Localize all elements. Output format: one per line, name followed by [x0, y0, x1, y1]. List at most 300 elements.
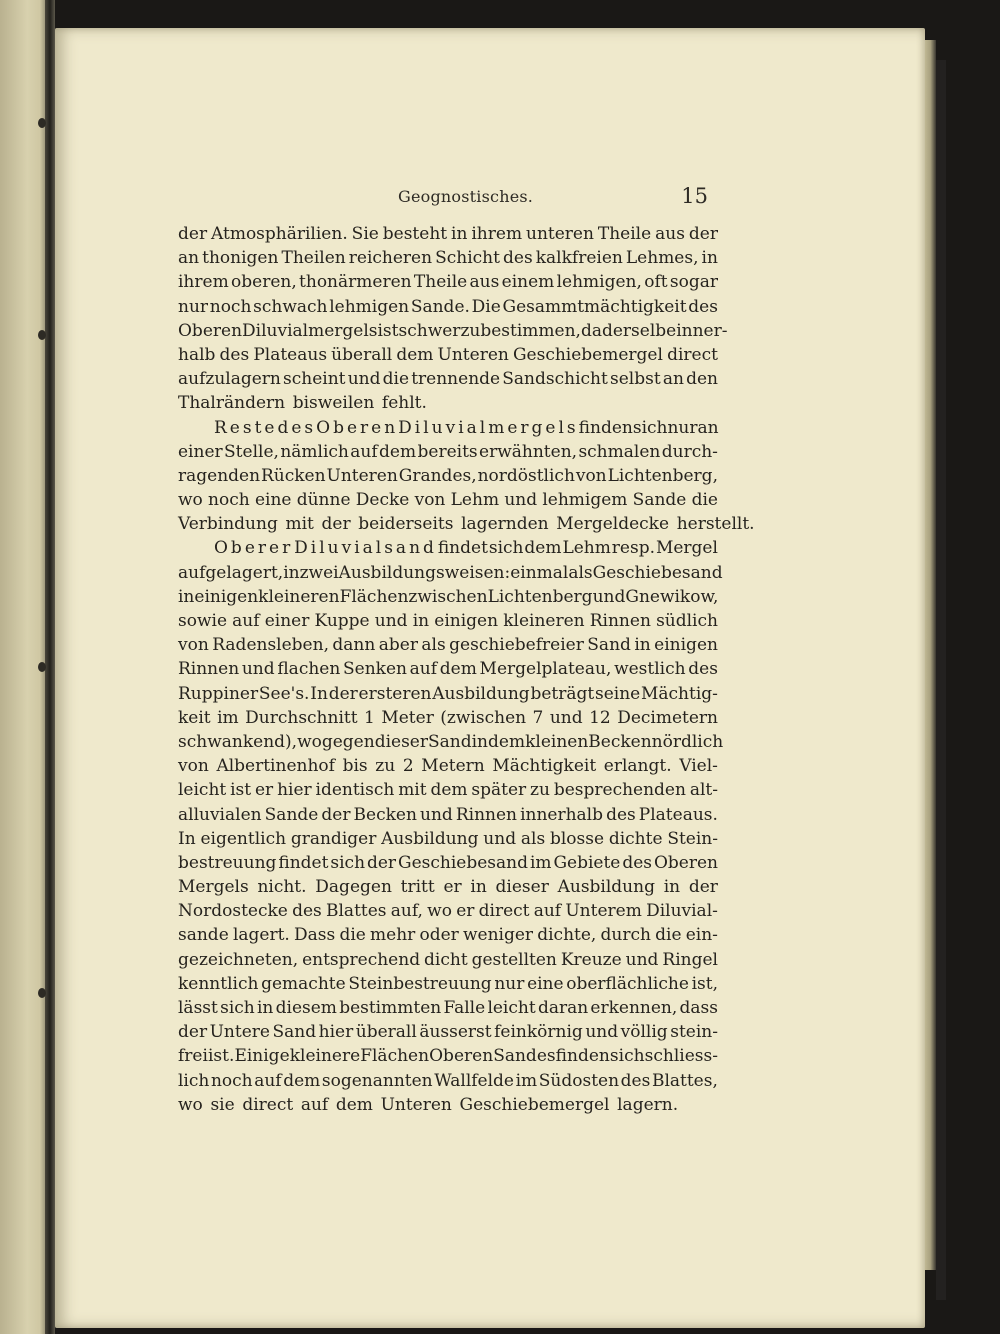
- text-line: [178, 657, 718, 681]
- word: Flächen: [339, 586, 409, 607]
- word: an: [697, 417, 719, 438]
- word: herstellt.: [676, 514, 755, 535]
- word: der: [178, 224, 208, 244]
- word: ersteren: [358, 683, 432, 704]
- word: auf: [533, 901, 562, 922]
- running-head: Geognostisches.: [398, 187, 534, 206]
- word: nur: [178, 296, 209, 317]
- word: besprechenden: [553, 780, 686, 801]
- word: oberflächliche: [566, 973, 689, 994]
- word: dem: [283, 1070, 321, 1091]
- word: auf: [350, 441, 378, 462]
- text-line: [178, 416, 718, 440]
- text-line: [178, 391, 718, 415]
- word: dem: [335, 1094, 373, 1115]
- word: einer: [264, 611, 310, 631]
- word: grandiger: [290, 828, 377, 849]
- word: lehmigen: [329, 296, 410, 317]
- word: erkennen,: [590, 998, 678, 1018]
- word: eine: [254, 490, 292, 511]
- word: durch-: [661, 441, 718, 462]
- word: reicheren: [348, 248, 433, 269]
- word: einigen: [434, 611, 499, 631]
- word: in: [412, 611, 430, 631]
- word: direct: [478, 901, 530, 922]
- text-line: [178, 464, 718, 488]
- word: zu: [460, 320, 481, 341]
- word: noch: [210, 1070, 253, 1091]
- word: Südosten: [538, 1070, 620, 1091]
- word: lehmigem: [542, 490, 628, 511]
- page-number: 15: [681, 184, 708, 208]
- word: der: [178, 1022, 208, 1043]
- word: leicht: [487, 998, 536, 1018]
- text-line: [178, 899, 718, 923]
- word: eigentlich: [200, 828, 287, 849]
- word: Durchschnitt: [245, 707, 358, 728]
- text-line: [178, 367, 718, 391]
- word: ist: [377, 320, 399, 341]
- word: im: [529, 852, 552, 873]
- word: See's.: [258, 683, 310, 704]
- word: Oberen: [316, 417, 399, 438]
- word: später: [471, 780, 527, 801]
- word: in: [257, 998, 274, 1018]
- word: wo: [178, 490, 203, 511]
- word: Sande: [632, 490, 687, 511]
- binding-thread-mark: [38, 662, 46, 672]
- word: die: [691, 490, 718, 511]
- text-line: [178, 512, 755, 536]
- text-line: [178, 730, 724, 754]
- word: von: [178, 756, 209, 777]
- word: weniger: [462, 925, 534, 946]
- word: mehr: [370, 925, 416, 946]
- word: dem: [379, 441, 417, 462]
- word: findet: [437, 538, 488, 559]
- word: Wallfelde: [434, 1070, 514, 1091]
- text-line: [178, 440, 718, 464]
- word: innerhalb: [520, 804, 603, 825]
- word: einer: [178, 441, 223, 462]
- word: Unteren: [326, 465, 398, 486]
- word: Lehmes,: [625, 248, 699, 269]
- word: des: [606, 804, 636, 825]
- word: er: [443, 877, 462, 898]
- word: westlich: [614, 659, 686, 680]
- word: eine: [527, 973, 564, 994]
- text-line: [178, 585, 718, 609]
- word: alluvialen: [178, 804, 262, 825]
- word: direct: [242, 1094, 294, 1115]
- word: sich: [632, 417, 668, 438]
- word: zwei: [299, 562, 339, 583]
- word: dichte,: [537, 925, 597, 946]
- word: ist.: [207, 1046, 235, 1067]
- word: aufgelagert,: [178, 562, 284, 583]
- word: der: [328, 683, 358, 704]
- word: der: [688, 877, 718, 898]
- text-line: [178, 343, 718, 367]
- word: nicht.: [257, 877, 307, 898]
- word: einmal: [510, 562, 569, 583]
- text-line: [178, 803, 718, 827]
- page-header: [178, 184, 714, 214]
- word: einem: [501, 272, 555, 293]
- text-line: [178, 246, 718, 270]
- word: überall: [331, 344, 393, 365]
- word: Sand: [587, 635, 631, 656]
- word: geschiebefreier: [449, 635, 584, 656]
- word: gemachte: [261, 973, 346, 994]
- word: alt-: [689, 780, 718, 801]
- word: Plateaus.: [638, 804, 718, 825]
- word: den: [686, 369, 718, 390]
- word: äusserst: [419, 1022, 492, 1043]
- word: der: [321, 804, 351, 825]
- word: sogenannten: [321, 1070, 433, 1091]
- word: wo: [178, 1094, 203, 1115]
- word: frei: [178, 1046, 208, 1067]
- word: Nordostecke: [178, 901, 288, 922]
- word: Falle: [443, 998, 486, 1018]
- word: identisch: [315, 780, 395, 801]
- word: sich: [609, 1046, 645, 1067]
- word: scheint: [283, 369, 346, 390]
- text-line: [178, 778, 718, 802]
- word: sie: [210, 1094, 235, 1115]
- word: und: [625, 949, 659, 970]
- word: in: [471, 731, 488, 752]
- word: des: [688, 659, 718, 680]
- word: hier: [277, 780, 312, 801]
- word: bestimmten: [339, 998, 442, 1018]
- word: halb: [178, 344, 216, 365]
- word: findet: [278, 852, 329, 873]
- word: ist: [230, 780, 252, 801]
- word: 1: [364, 707, 375, 728]
- word: dieser: [374, 731, 428, 752]
- word: nördlich: [651, 731, 724, 752]
- word: Plateaus: [253, 344, 328, 365]
- word: des: [292, 901, 322, 922]
- word: sich: [220, 998, 255, 1018]
- word: 2: [402, 756, 414, 777]
- binding-thread-mark: [38, 330, 46, 340]
- word: Einige: [234, 1046, 290, 1067]
- word: resp.: [611, 538, 655, 559]
- word: zu: [375, 756, 396, 777]
- text-line: [178, 754, 718, 778]
- word: des: [688, 296, 718, 317]
- word: bisweilen: [292, 393, 375, 414]
- word: feinkörnig: [494, 1022, 583, 1043]
- word: lässt: [178, 998, 218, 1018]
- word: besteht: [382, 224, 448, 244]
- word: sowie: [178, 611, 228, 631]
- word: hier: [318, 1022, 354, 1043]
- word: völlig: [620, 1022, 668, 1043]
- word: als: [568, 562, 593, 583]
- text-line: [178, 1020, 718, 1044]
- text-line: [178, 295, 718, 319]
- word: ist,: [691, 973, 718, 994]
- word: Atmosphärilien.: [211, 224, 348, 244]
- word: schwer: [398, 320, 461, 341]
- word: in: [470, 877, 487, 898]
- word: schmalen: [578, 441, 661, 462]
- word: Mergels: [178, 877, 249, 898]
- word: bestreuung: [178, 852, 277, 873]
- word: Kreuze: [560, 949, 622, 970]
- word: dem: [396, 344, 434, 365]
- word: Blattes,: [651, 1070, 718, 1091]
- word: Blattes: [326, 901, 387, 922]
- word: Rinnen: [178, 659, 240, 680]
- word: kleinen: [525, 731, 589, 752]
- word: daran: [537, 998, 589, 1018]
- text-line: [178, 1044, 718, 1068]
- text-line: [178, 319, 728, 343]
- word: 12: [589, 707, 611, 728]
- word: im: [217, 707, 239, 728]
- word: keit: [178, 707, 211, 728]
- word: an: [178, 248, 200, 269]
- word: leicht: [178, 780, 227, 801]
- word: Unterem: [565, 901, 642, 922]
- word: Ringel: [662, 949, 718, 970]
- word: Dagegen: [315, 877, 392, 898]
- word: dem: [488, 731, 526, 752]
- word: Mergeldecke: [556, 514, 670, 535]
- word: In: [178, 828, 196, 849]
- word: Oberen: [429, 1046, 494, 1067]
- word: in: [451, 224, 468, 244]
- binding-thread-mark: [38, 118, 46, 128]
- word: Diluvialmergels: [398, 417, 579, 438]
- word: Lichtenberg,: [607, 465, 718, 486]
- word: Geschiebemergel: [459, 1094, 610, 1115]
- word: dem: [430, 780, 468, 801]
- body-text: [178, 222, 755, 1117]
- word: wo: [427, 901, 452, 922]
- word: Gebiete: [553, 852, 621, 873]
- word: wogegen: [297, 731, 375, 752]
- word: aus: [469, 272, 500, 293]
- word: der: [688, 224, 718, 244]
- word: Ausbildung: [381, 828, 479, 849]
- word: ein-: [685, 925, 718, 946]
- word: Diluvial-: [646, 901, 718, 922]
- word: Sande: [264, 804, 319, 825]
- word: und: [347, 369, 381, 390]
- word: Theile: [413, 272, 468, 293]
- word: die: [655, 925, 682, 946]
- word: Thalrändern: [178, 393, 286, 414]
- word: dann: [332, 635, 376, 656]
- word: er: [456, 901, 475, 922]
- word: finden: [555, 1046, 610, 1067]
- word: Sandschicht: [502, 369, 608, 390]
- word: zu: [530, 780, 550, 801]
- word: von: [178, 635, 209, 656]
- word: in: [663, 877, 681, 898]
- word: Sand: [272, 1022, 317, 1043]
- word: Ausbildungsweisen:: [338, 562, 511, 583]
- word: die: [382, 369, 410, 390]
- word: Sand: [427, 731, 472, 752]
- word: auf,: [390, 901, 423, 922]
- text-line: [178, 1069, 718, 1093]
- word: oder: [419, 925, 459, 946]
- binding-thread-mark: [38, 988, 46, 998]
- word: Geschiebemergel: [512, 344, 663, 365]
- word: nämlich: [280, 441, 349, 462]
- word: des: [622, 852, 652, 873]
- word: entsprechend: [302, 949, 421, 970]
- word: dass: [679, 998, 718, 1018]
- word: blosse: [549, 828, 605, 849]
- word: trennende: [411, 369, 501, 390]
- word: erlangt.: [603, 756, 672, 777]
- text-line: [178, 948, 718, 972]
- word: Rinnen: [589, 611, 651, 631]
- word: Gesammtmächtigkeit: [502, 296, 687, 317]
- word: des: [620, 1070, 651, 1091]
- word: lagernden: [461, 514, 549, 535]
- word: Sande.: [410, 296, 470, 317]
- word: nordöstlich: [477, 465, 575, 486]
- word: Radensleben,: [212, 635, 329, 656]
- word: des: [219, 344, 250, 365]
- text-line: [178, 1093, 718, 1117]
- word: Mergel: [655, 538, 718, 559]
- word: Die: [471, 296, 501, 317]
- word: Flächen: [360, 1046, 430, 1067]
- word: Viel-: [679, 756, 718, 777]
- text-line: [178, 609, 718, 633]
- word: seine: [594, 683, 641, 704]
- word: dem: [524, 538, 562, 559]
- word: im: [515, 1070, 538, 1091]
- word: ihrem: [471, 224, 523, 244]
- word: Theilen: [281, 248, 346, 269]
- word: beiderseits: [358, 514, 454, 535]
- word: nur: [667, 417, 698, 438]
- word: Lehm: [562, 538, 611, 559]
- word: und: [241, 659, 275, 680]
- word: gezeichneten,: [178, 949, 299, 970]
- text-line: [178, 851, 718, 875]
- word: noch: [208, 490, 250, 511]
- word: sande: [178, 925, 229, 946]
- word: Oberer: [214, 538, 294, 559]
- word: Oberen: [178, 320, 243, 341]
- word: lich: [178, 1070, 210, 1091]
- word: und: [374, 611, 408, 631]
- word: schliess-: [644, 1046, 718, 1067]
- text-line: [178, 222, 718, 246]
- word: 7: [532, 707, 544, 728]
- word: da: [580, 320, 602, 341]
- word: In: [310, 683, 328, 704]
- word: Ausbildung: [557, 877, 655, 898]
- word: einigen: [194, 586, 259, 607]
- word: Mächtig-: [640, 683, 718, 704]
- word: der: [366, 852, 397, 873]
- word: ihrem: [178, 272, 229, 293]
- word: Meter: [381, 707, 434, 728]
- word: und: [420, 804, 453, 825]
- word: thonigen: [202, 248, 279, 269]
- word: Diluvialmergels: [242, 320, 378, 341]
- word: die: [339, 925, 366, 946]
- word: Unteren: [380, 1094, 452, 1115]
- word: Decimetern: [617, 707, 718, 728]
- word: ragenden: [178, 465, 261, 486]
- word: dichte: [608, 828, 663, 849]
- word: und: [585, 1022, 619, 1043]
- text-line: [178, 923, 718, 947]
- word: südlich: [656, 611, 718, 631]
- word: finden: [578, 417, 633, 438]
- text-line: [178, 633, 718, 657]
- word: lagert.: [232, 925, 290, 946]
- word: mit: [398, 780, 427, 801]
- word: bereits: [417, 441, 478, 462]
- word: einigen: [654, 635, 718, 656]
- word: überall: [355, 1022, 417, 1043]
- cover-edge: [936, 60, 946, 1300]
- word: auf: [254, 1070, 282, 1091]
- word: (zwischen: [440, 707, 527, 728]
- word: bis: [342, 756, 368, 777]
- word: als: [520, 828, 546, 849]
- word: Sie: [351, 224, 379, 244]
- text-line: [178, 996, 718, 1020]
- word: aber: [378, 635, 418, 656]
- word: Reste: [214, 417, 278, 438]
- word: Stelle,: [224, 441, 279, 462]
- word: Theile: [597, 224, 652, 244]
- word: noch: [209, 296, 252, 317]
- word: stein-: [670, 1022, 718, 1043]
- word: Rücken: [260, 465, 326, 486]
- word: und: [504, 490, 538, 511]
- word: oberen,: [231, 272, 297, 293]
- word: dünne: [296, 490, 351, 511]
- word: an: [662, 369, 684, 390]
- word: der: [321, 514, 351, 535]
- word: sogar: [669, 272, 718, 293]
- word: kalkfreien: [535, 248, 623, 269]
- word: Oberen: [653, 852, 718, 873]
- word: Mergelplateau,: [479, 659, 612, 680]
- word: des: [277, 417, 317, 438]
- word: und: [592, 586, 626, 607]
- word: erwähnten,: [479, 441, 578, 462]
- text-line: [178, 536, 718, 560]
- word: Geschiebesand: [398, 852, 528, 873]
- word: schwach: [253, 296, 328, 317]
- word: auf: [409, 659, 438, 680]
- word: Becken: [353, 804, 417, 825]
- word: Sandes: [493, 1046, 556, 1067]
- word: dicht: [424, 949, 468, 970]
- word: Steinbestreuung: [348, 973, 492, 994]
- text-line: [178, 682, 718, 706]
- word: inner-: [676, 320, 728, 341]
